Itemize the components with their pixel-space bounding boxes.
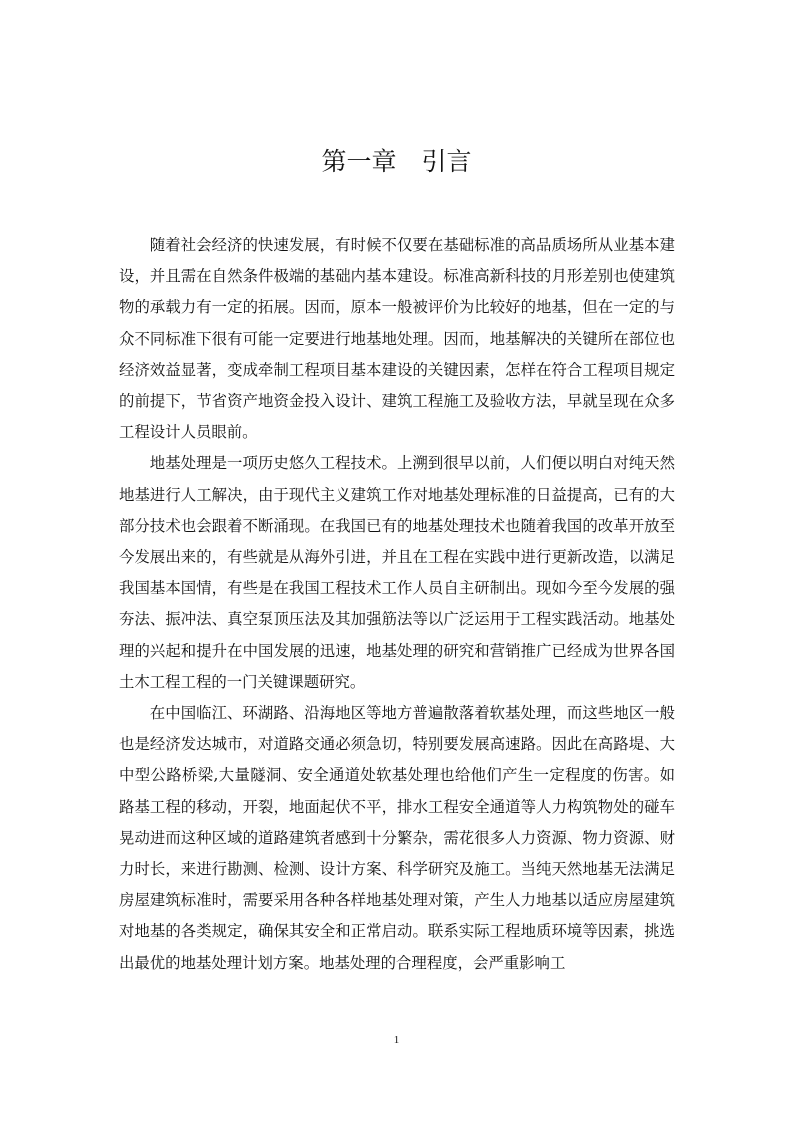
body-text: [119, 230, 675, 979]
page-number: 1: [393, 1034, 400, 1046]
chapter-title: 第一章 引言: [321, 147, 472, 176]
paragraph-3: 在中国临江、环湖路、沿海地区等地方普遍散落着软基处理，而这些地区一般也是经济发达城市，对道路交通必须急切，特别要发展高速路。因此在高路堤、大中型公路桥梁,大量隧洞、安全通道处软基处理也给他们产生一定程度的伤害。如路基工程的移动，开裂，地面起伏不平，排水工程安全通道等人力构筑物处的碰车晃动进而这种区域的道路建筑者感到十分繁杂，需花很多人力资源、物力资源、财力时长，来进行勘测、检测、设计方案、科学研究及施工。当纯天然地基无法满足房屋建筑标准时，需要采用各种各样地基处理对策，产生人力地基以适应房屋建筑对地基的各类规定，确保其安全和正常启动。联系实际工程地质环境等因素，挑选出最优的地基处理计划方案。地基处理的合理程度，会严重影响工: [119, 704, 675, 972]
paragraph-1: 随着社会经济的快速发展，有时候不仅要在基础标准的高品质场所从业基本建设，并且需在自然条件极端的基础内基本建设。标准高新科技的月形差别也使建筑物的承载力有一定的拓展。因而，原本一般被评价为比较好的地基，但在一定的与众不同标准下很有可能一定要进行地基地处理。因而，地基解决的关键所在部位也经济效益显著，变成牵制工程项目基本建设的关键因素，怎样在符合工程项目规定的前提下，节省资产地资金投入设计、建筑工程施工及验收方法，早就呈现在众多工程设计人员眼前。: [119, 236, 675, 442]
paragraph-2: 地基处理是一项历史悠久工程技术。上溯到很早以前，人们便以明白对纯天然地基进行人工解决，由于现代主义建筑工作对地基处理标准的日益提高，已有的大部分技术也会跟着不断涌现。在我国已有的地基处理技术也随着我国的改革开放至今发展出来的，有些就是从海外引进，并且在工程在实践中进行更新改造，以满足我国基本国情，有些是在我国工程技术工作人员自主研制出。现如今至今发展的强夯法、振冲法、真空泵顶压法及其加强筋法等以广泛运用于工程实践活动。地基处理的兴起和提升在中国发展的迅速，地基处理的研究和营销推广已经成为世界各国土木工程工程的一门关键课题研究。: [119, 454, 675, 691]
